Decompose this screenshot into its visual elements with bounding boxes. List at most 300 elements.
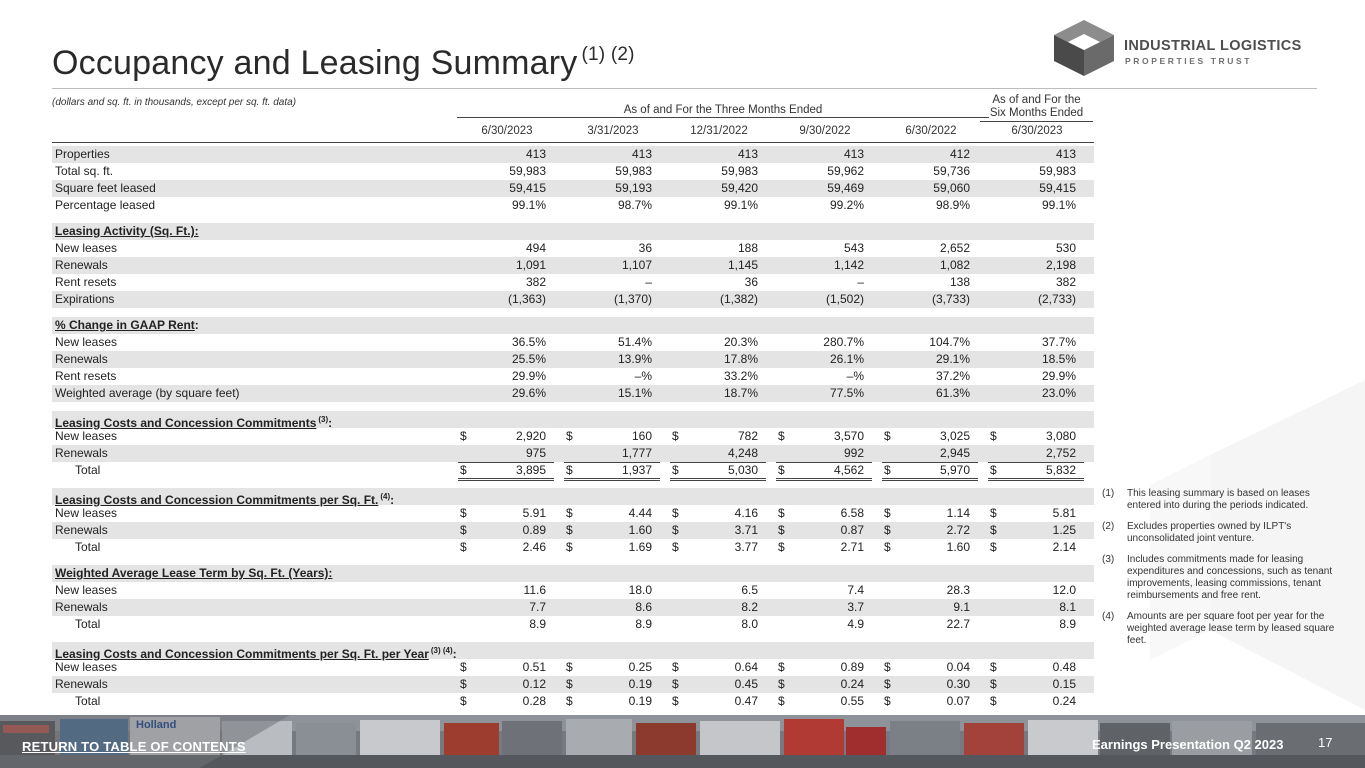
table-row xyxy=(52,385,1094,402)
table-cell: 4.9 xyxy=(847,617,864,631)
currency-symbol: $ xyxy=(566,523,573,537)
table-cell: 6.58 xyxy=(840,506,864,520)
row-label: Renewals xyxy=(55,677,108,691)
logo-text-line1: INDUSTRIAL LOGISTICS xyxy=(1124,38,1302,54)
row-label: Square feet leased xyxy=(55,181,156,195)
footnote-number: (1) xyxy=(1102,488,1115,499)
table-cell: –% xyxy=(634,369,652,383)
table-cell: 0.45 xyxy=(734,677,758,691)
table-cell: 413 xyxy=(843,147,864,161)
row-label: Rent resets xyxy=(55,275,117,289)
table-row xyxy=(52,197,1094,214)
table-cell: 0.15 xyxy=(1052,677,1076,691)
table-cell: 2,752 xyxy=(1045,446,1076,460)
total-rule xyxy=(564,462,660,463)
table-cell: 2,920 xyxy=(515,429,546,443)
logo-text-line2: PROPERTIES TRUST xyxy=(1125,56,1253,66)
table-cell: 59,983 xyxy=(509,164,546,178)
table-cell: 77.5% xyxy=(829,386,864,400)
table-row xyxy=(52,693,1094,710)
currency-symbol: $ xyxy=(990,463,997,477)
table-cell: 59,983 xyxy=(615,164,652,178)
table-row xyxy=(52,522,1094,539)
row-label: Rent resets xyxy=(55,369,117,383)
row-label: New leases xyxy=(55,335,118,349)
photo-sign-text: Holland xyxy=(136,719,177,731)
total-rule xyxy=(988,480,1084,481)
currency-symbol: $ xyxy=(460,429,467,443)
footnote-ref: (3) (4) xyxy=(430,646,453,655)
table-cell: 0.12 xyxy=(522,677,546,691)
table-cell: 782 xyxy=(737,429,758,443)
table-cell: 2.46 xyxy=(522,540,546,554)
table-cell: 413 xyxy=(525,147,546,161)
company-logo xyxy=(1054,20,1324,76)
table-cell: 0.19 xyxy=(628,677,652,691)
table-cell: 26.1% xyxy=(829,352,864,366)
table-cell: 59,415 xyxy=(1039,181,1076,195)
currency-symbol: $ xyxy=(884,429,891,443)
table-cell: 1,937 xyxy=(621,463,652,477)
section-label: Leasing Costs and Concession Commitments per Sq. Ft. $^{(4)}$: xyxy=(55,488,394,509)
table-cell: 0.24 xyxy=(840,677,864,691)
section-header-row xyxy=(52,565,1094,582)
table-cell: 36 xyxy=(638,241,652,255)
table-cell: 188 xyxy=(737,241,758,255)
table-row xyxy=(52,616,1094,633)
table-cell: 543 xyxy=(843,241,864,255)
row-label: Renewals xyxy=(55,258,108,272)
table-cell: 59,193 xyxy=(615,181,652,195)
row-label: Weighted average (by square feet) xyxy=(55,386,240,400)
table-cell: 18.0 xyxy=(628,583,652,597)
table-cell: 2,198 xyxy=(1045,258,1076,272)
table-cell: 8.9 xyxy=(1059,617,1076,631)
table-cell: 11.6 xyxy=(523,583,546,597)
table-cell: 8.9 xyxy=(529,617,546,631)
table-cell: 18.7% xyxy=(723,386,758,400)
table-cell: 413 xyxy=(737,147,758,161)
table-cell: 0.89 xyxy=(840,660,864,674)
table-cell: 975 xyxy=(525,446,546,460)
currency-symbol: $ xyxy=(566,694,573,708)
row-label: Expirations xyxy=(55,292,115,306)
table-row xyxy=(52,257,1094,274)
currency-symbol: $ xyxy=(566,540,573,554)
table-cell: 98.9% xyxy=(935,198,970,212)
table-row xyxy=(52,334,1094,351)
table-cell: 59,983 xyxy=(1039,164,1076,178)
table-cell: 12.0 xyxy=(1052,583,1076,597)
table-cell: 280.7% xyxy=(823,335,864,349)
table-row xyxy=(52,582,1094,599)
table-cell: (3,733) xyxy=(931,292,970,306)
currency-symbol: $ xyxy=(672,429,679,443)
table-cell: 138 xyxy=(949,275,970,289)
table-cell: 37.2% xyxy=(935,369,970,383)
group-header-three-months: As of and For the Three Months Ended xyxy=(457,104,989,118)
currency-symbol: $ xyxy=(778,523,785,537)
table-cell: 36.5% xyxy=(511,335,546,349)
footnote-text: Includes commitments made for leasing expenditures and concessions, such as tenant improvements, leasing commissions, tenant reimbursements and free rent. xyxy=(1127,554,1333,601)
footnote xyxy=(1102,488,1342,512)
column-header: 12/31/2022 xyxy=(690,125,748,137)
table-row xyxy=(52,180,1094,197)
return-to-toc-link[interactable]: RETURN TO TABLE OF CONTENTS xyxy=(22,739,246,754)
table-cell: 494 xyxy=(525,241,546,255)
table-cell: 22.7 xyxy=(946,617,970,631)
table-cell: 3,570 xyxy=(833,429,864,443)
total-rule xyxy=(458,480,554,481)
total-rule xyxy=(988,478,1084,479)
currency-symbol: $ xyxy=(566,660,573,674)
currency-symbol: $ xyxy=(566,677,573,691)
table-row xyxy=(52,240,1094,257)
currency-symbol: $ xyxy=(990,506,997,520)
table-row xyxy=(52,539,1094,556)
table-row xyxy=(52,146,1094,163)
table-cell: 382 xyxy=(1055,275,1076,289)
column-header: 9/30/2022 xyxy=(799,125,851,137)
table-cell: 530 xyxy=(1055,241,1076,255)
total-rule xyxy=(458,462,554,463)
table-cell: 1.14 xyxy=(946,506,970,520)
table-cell: 15.1% xyxy=(617,386,652,400)
currency-symbol: $ xyxy=(672,694,679,708)
table-cell: 2,945 xyxy=(939,446,970,460)
row-label: New leases xyxy=(55,429,118,443)
units-note: (dollars and sq. ft. in thousands, except per sq. ft. data) xyxy=(52,97,297,108)
footnote xyxy=(1102,521,1342,545)
total-rule xyxy=(882,478,978,479)
footer-bar xyxy=(0,715,1365,768)
currency-symbol: $ xyxy=(672,463,679,477)
table-cell: 59,415 xyxy=(509,181,546,195)
table-cell: 25.5% xyxy=(511,352,546,366)
table-cell: 7.7 xyxy=(529,600,546,614)
table-cell: 413 xyxy=(631,147,652,161)
table-row xyxy=(52,659,1094,676)
table-cell: 37.7% xyxy=(1041,335,1076,349)
table-cell: 13.9% xyxy=(617,352,652,366)
footnote xyxy=(1102,611,1342,647)
currency-symbol: $ xyxy=(460,506,467,520)
cube-logo-icon xyxy=(1054,20,1114,76)
currency-symbol: $ xyxy=(460,694,467,708)
row-label: Percentage leased xyxy=(55,198,156,212)
table-cell: 1.69 xyxy=(628,540,652,554)
table-cell: 3.71 xyxy=(734,523,758,537)
row-label: New leases xyxy=(55,241,118,255)
footnote-number: (3) xyxy=(1102,554,1115,565)
footnote xyxy=(1102,554,1342,602)
table-row xyxy=(52,368,1094,385)
total-rule xyxy=(670,478,766,479)
total-rule xyxy=(776,478,872,479)
row-label: Total xyxy=(75,694,101,708)
table-cell: 3.7 xyxy=(847,600,864,614)
footnote-text: Amounts are per square foot per year for the weighted average lease term by leased square feet. xyxy=(1127,611,1335,646)
column-header: 6/30/2022 xyxy=(905,125,957,137)
table-cell: 29.1% xyxy=(935,352,970,366)
table-cell: 99.1% xyxy=(723,198,758,212)
table-cell: 98.7% xyxy=(617,198,652,212)
total-rule xyxy=(670,480,766,481)
table-cell: 5.81 xyxy=(1052,506,1076,520)
currency-symbol: $ xyxy=(884,660,891,674)
currency-symbol: $ xyxy=(460,660,467,674)
column-header: 6/30/2023 xyxy=(481,125,533,137)
table-cell: (1,363) xyxy=(507,292,546,306)
currency-symbol: $ xyxy=(884,523,891,537)
table-cell: 99.1% xyxy=(511,198,546,212)
table-cell: 17.8% xyxy=(723,352,758,366)
table-cell: 18.5% xyxy=(1041,352,1076,366)
table-cell: 1.25 xyxy=(1052,523,1076,537)
section-label: Leasing Costs and Concession Commitments $^{(3)}$: xyxy=(55,411,332,432)
table-cell: 412 xyxy=(949,147,970,161)
table-cell: 4.16 xyxy=(734,506,758,520)
row-label: Properties xyxy=(55,147,110,161)
row-label: Renewals xyxy=(55,523,108,537)
table-cell: 992 xyxy=(843,446,864,460)
table-cell: – xyxy=(857,275,864,289)
table-row xyxy=(52,676,1094,693)
table-cell: 0.89 xyxy=(522,523,546,537)
page-number: 17 xyxy=(1318,735,1333,750)
currency-symbol: $ xyxy=(990,660,997,674)
table-cell: 8.6 xyxy=(635,600,652,614)
table-cell: 8.0 xyxy=(741,617,758,631)
currency-symbol: $ xyxy=(884,506,891,520)
footnote-ref: (3) xyxy=(318,415,329,424)
footnote-text: This leasing summary is based on leases entered into during the periods indicated. xyxy=(1127,488,1310,511)
table-cell: (1,502) xyxy=(825,292,864,306)
table-cell: 1,142 xyxy=(833,258,864,272)
section-header-row xyxy=(52,223,1094,240)
currency-symbol: $ xyxy=(672,677,679,691)
table-cell: 0.07 xyxy=(946,694,970,708)
table-cell: 413 xyxy=(1055,147,1076,161)
currency-symbol: $ xyxy=(778,463,785,477)
table-cell: 4.44 xyxy=(628,506,652,520)
currency-symbol: $ xyxy=(990,540,997,554)
table-row xyxy=(52,428,1094,445)
currency-symbol: $ xyxy=(990,523,997,537)
row-label: New leases xyxy=(55,660,118,674)
currency-symbol: $ xyxy=(990,677,997,691)
currency-symbol: $ xyxy=(672,660,679,674)
table-cell: 382 xyxy=(525,275,546,289)
currency-symbol: $ xyxy=(672,540,679,554)
column-header: 6/30/2023 xyxy=(1011,125,1063,137)
table-cell: 1,082 xyxy=(939,258,970,272)
footnote-text: Excludes properties owned by ILPT's unconsolidated joint venture. xyxy=(1127,521,1292,544)
table-row xyxy=(52,274,1094,291)
currency-symbol: $ xyxy=(460,540,467,554)
row-label: Renewals xyxy=(55,600,108,614)
table-cell: 1.60 xyxy=(628,523,652,537)
currency-symbol: $ xyxy=(884,694,891,708)
total-rule xyxy=(776,462,872,463)
table-cell: 59,736 xyxy=(933,164,970,178)
section-label: Leasing Activity (Sq. Ft.): xyxy=(55,224,199,238)
table-row xyxy=(52,351,1094,368)
row-label: Renewals xyxy=(55,446,108,460)
currency-symbol: $ xyxy=(990,694,997,708)
table-cell: 59,983 xyxy=(721,164,758,178)
currency-symbol: $ xyxy=(778,660,785,674)
table-cell: –% xyxy=(846,369,864,383)
section-label: Weighted Average Lease Term by Sq. Ft. (Years): xyxy=(55,566,333,580)
table-cell: 0.25 xyxy=(628,660,652,674)
table-cell: 0.87 xyxy=(840,523,864,537)
presentation-label: Earnings Presentation Q2 2023 xyxy=(1092,737,1284,752)
currency-symbol: $ xyxy=(778,429,785,443)
table-cell: 8.1 xyxy=(1059,600,1076,614)
table-row xyxy=(52,505,1094,522)
table-cell: 1,145 xyxy=(727,258,758,272)
row-label: Total xyxy=(75,540,101,554)
table-cell: 5,832 xyxy=(1045,463,1076,477)
row-label: Total xyxy=(75,617,101,631)
group-header-six-months: As of and For the Six Months Ended xyxy=(980,94,1093,122)
table-cell: 0.30 xyxy=(946,677,970,691)
currency-symbol: $ xyxy=(672,506,679,520)
table-cell: 0.47 xyxy=(734,694,758,708)
total-rule xyxy=(458,478,554,479)
table-cell: 23.0% xyxy=(1041,386,1076,400)
table-cell: 36 xyxy=(744,275,758,289)
row-label: Total sq. ft. xyxy=(55,164,114,178)
table-cell: (2,733) xyxy=(1037,292,1076,306)
table-row xyxy=(52,163,1094,180)
table-cell: 1,091 xyxy=(515,258,546,272)
row-label: New leases xyxy=(55,506,118,520)
title-footnote-refs: (1) (2) xyxy=(581,44,635,65)
table-cell: 2.72 xyxy=(946,523,970,537)
total-rule xyxy=(882,480,978,481)
table-cell: 0.28 xyxy=(522,694,546,708)
table-cell: 0.04 xyxy=(946,660,970,674)
table-cell: 29.6% xyxy=(511,386,546,400)
total-rule xyxy=(776,480,872,481)
table-cell: 6.5 xyxy=(741,583,758,597)
currency-symbol: $ xyxy=(778,540,785,554)
row-label: Total xyxy=(75,463,101,477)
table-cell: 2.71 xyxy=(840,540,864,554)
table-cell: 2,652 xyxy=(939,241,970,255)
row-label: Renewals xyxy=(55,352,108,366)
table-cell: 28.3 xyxy=(946,583,970,597)
table-cell: 20.3% xyxy=(723,335,758,349)
table-cell: 160 xyxy=(631,429,652,443)
currency-symbol: $ xyxy=(778,506,785,520)
section-label: % Change in GAAP Rent: xyxy=(55,318,199,332)
table-cell: 59,060 xyxy=(933,181,970,195)
table-cell: 59,469 xyxy=(827,181,864,195)
table-cell: 5,030 xyxy=(727,463,758,477)
table-cell: 104.7% xyxy=(929,335,970,349)
currency-symbol: $ xyxy=(672,523,679,537)
table-cell: 1,777 xyxy=(621,446,652,460)
table-cell: 61.3% xyxy=(935,386,970,400)
table-cell: 0.48 xyxy=(1052,660,1076,674)
currency-symbol: $ xyxy=(884,463,891,477)
table-cell: 2.14 xyxy=(1052,540,1076,554)
table-cell: 3,080 xyxy=(1045,429,1076,443)
currency-symbol: $ xyxy=(460,463,467,477)
currency-symbol: $ xyxy=(566,463,573,477)
table-cell: 59,420 xyxy=(721,181,758,195)
total-rule xyxy=(882,462,978,463)
section-label: Leasing Costs and Concession Commitments per Sq. Ft. per Year $^{(3) (4)}$: xyxy=(55,642,457,663)
row-label: New leases xyxy=(55,583,118,597)
footnote-ref: (4) xyxy=(380,492,391,501)
total-rule xyxy=(564,478,660,479)
section-header-row xyxy=(52,317,1094,334)
table-cell: 99.1% xyxy=(1041,198,1076,212)
table-cell: 59,962 xyxy=(827,164,864,178)
header-divider xyxy=(52,142,1094,143)
table-cell: 8.9 xyxy=(635,617,652,631)
section-header-row xyxy=(52,488,1094,505)
currency-symbol: $ xyxy=(884,677,891,691)
table-row xyxy=(52,291,1094,308)
table-cell: 3,025 xyxy=(939,429,970,443)
column-header: 3/31/2023 xyxy=(587,125,639,137)
table-cell: 4,562 xyxy=(833,463,864,477)
table-cell: 7.4 xyxy=(847,583,864,597)
table-cell: 5.91 xyxy=(522,506,546,520)
currency-symbol: $ xyxy=(778,694,785,708)
table-cell: 5,970 xyxy=(939,463,970,477)
table-cell: 29.9% xyxy=(1041,369,1076,383)
section-header-row xyxy=(52,642,1094,659)
table-row xyxy=(52,445,1094,462)
table-cell: 0.19 xyxy=(628,694,652,708)
table-cell: 4,248 xyxy=(727,446,758,460)
table-cell: – xyxy=(645,275,652,289)
total-rule xyxy=(988,462,1084,463)
currency-symbol: $ xyxy=(460,523,467,537)
table-cell: 51.4% xyxy=(617,335,652,349)
table-cell: 1.60 xyxy=(946,540,970,554)
table-row xyxy=(52,599,1094,616)
currency-symbol: $ xyxy=(884,540,891,554)
footnote-number: (2) xyxy=(1102,521,1115,532)
table-cell: 33.2% xyxy=(723,369,758,383)
footnotes xyxy=(1102,488,1342,656)
table-cell: (1,370) xyxy=(613,292,652,306)
section-header-row xyxy=(52,411,1094,428)
currency-symbol: $ xyxy=(990,429,997,443)
table-cell: 0.51 xyxy=(522,660,546,674)
title-divider xyxy=(52,88,1317,89)
table-cell: 0.55 xyxy=(840,694,864,708)
table-cell: (1,382) xyxy=(719,292,758,306)
total-rule xyxy=(564,480,660,481)
currency-symbol: $ xyxy=(460,677,467,691)
table-cell: 3,895 xyxy=(515,463,546,477)
table-cell: 9.1 xyxy=(953,600,970,614)
table-row xyxy=(52,462,1094,479)
table-cell: 8.2 xyxy=(741,600,758,614)
currency-symbol: $ xyxy=(778,677,785,691)
currency-symbol: $ xyxy=(566,429,573,443)
currency-symbol: $ xyxy=(566,506,573,520)
table-cell: 1,107 xyxy=(621,258,652,272)
